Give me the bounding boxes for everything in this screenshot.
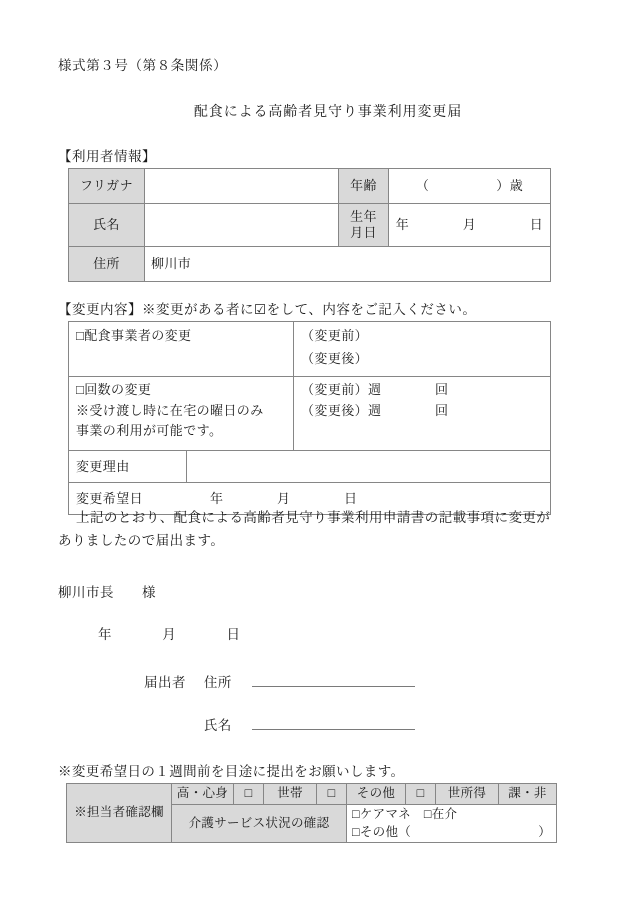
provider-before-label[interactable]: （変更前） [301, 328, 369, 343]
birthdate-label-line1: 生年 [350, 209, 377, 225]
age-label: 年齢 [339, 169, 389, 204]
staff-checkbox-household[interactable]: □ [317, 784, 347, 805]
name-input[interactable] [145, 204, 339, 247]
birthdate-label-line2: 月日 [350, 225, 377, 240]
user-info-table [68, 168, 551, 282]
frequency-change-label[interactable] [69, 377, 294, 451]
submission-date-line[interactable] [98, 623, 240, 643]
desired-change-date-field[interactable]: 変更希望日 年 月 日 [69, 483, 551, 515]
provider-change-checkbox-label[interactable]: □配食事業者の変更 [69, 322, 294, 377]
change-reason-label: 変更理由 [69, 451, 187, 483]
care-service-check-label: 介護サービス状況の確認 [172, 804, 347, 843]
staff-cell-household: 世帯 [264, 784, 317, 805]
submission-note: ※変更希望日の１週間前を目途に提出をお願いします。 [58, 764, 405, 779]
table-row [69, 377, 551, 451]
statement-paragraph: 上記のとおり、配食による高齢者見守り事業利用申請書の記載事項に変更がありましたので届出ます。 [58, 510, 551, 549]
submitter-address-label: 住所 [203, 675, 232, 690]
submitter-label: 届出者 [144, 675, 186, 690]
care-service-option-paren-close: ） [538, 824, 551, 839]
name-label: 氏名 [69, 204, 145, 247]
change-content-table [68, 321, 551, 515]
table-row [69, 322, 551, 377]
addressee: 柳川市長 様 [58, 585, 156, 600]
table-row [69, 451, 551, 483]
submission-day-label: 日 [226, 627, 240, 642]
frequency-change-detail [294, 377, 551, 451]
frequency-note-line1: ※受け渡し時に在宅の曜日のみ [76, 402, 264, 418]
frequency-before-field[interactable]: （変更前）週 回 [301, 382, 449, 397]
birthdate-label [339, 204, 389, 247]
furigana-input[interactable] [145, 169, 339, 204]
frequency-change-checkbox-label[interactable]: □回数の変更 [76, 382, 152, 397]
change-reason-input[interactable] [187, 451, 551, 483]
submitter-name-label: 氏名 [203, 718, 232, 733]
table-row [69, 169, 551, 204]
provider-after-label[interactable]: （変更後） [301, 350, 369, 366]
staff-cell-other: その他 [347, 784, 406, 805]
submitter-name-input[interactable] [252, 716, 415, 730]
staff-check-table [66, 783, 557, 843]
submission-year-label: 年 [98, 627, 112, 642]
submitter-name-row [144, 714, 415, 734]
age-input[interactable]: （ ）歳 [389, 169, 551, 204]
form-number: 様式第３号（第８条関係） [58, 58, 228, 73]
care-service-options[interactable] [347, 804, 557, 843]
staff-cell-physical: 高・心身 [172, 784, 234, 805]
submitter-address-input[interactable] [252, 673, 415, 687]
staff-checkbox-other[interactable]: □ [406, 784, 436, 805]
care-service-option-line1[interactable]: □ケアマネ □在介 [352, 806, 458, 821]
frequency-after-field[interactable]: （変更後）週 回 [301, 402, 449, 418]
staff-cell-taxable: 課・非 [499, 784, 557, 805]
table-row [67, 784, 557, 805]
change-content-heading: 【変更内容】※変更がある者に☑をして、内容をご記入ください。 [58, 302, 477, 317]
table-row [69, 204, 551, 247]
address-input[interactable]: 柳川市 [145, 247, 551, 282]
furigana-label: フリガナ [69, 169, 145, 204]
staff-cell-household-income: 世所得 [436, 784, 499, 805]
provider-change-detail [294, 322, 551, 377]
birthdate-input[interactable]: 年 月 日 [389, 204, 551, 247]
user-info-heading: 【利用者情報】 [58, 149, 156, 164]
staff-checkbox-physical[interactable]: □ [234, 784, 264, 805]
care-service-option-other-label[interactable]: □その他（ [352, 824, 412, 839]
submitter-address-row [144, 671, 415, 691]
submission-month-label: 月 [162, 627, 176, 642]
address-label: 住所 [69, 247, 145, 282]
staff-check-label: ※担当者確認欄 [67, 784, 172, 843]
table-row [69, 247, 551, 282]
care-service-option-line2[interactable] [352, 824, 551, 842]
document-title: 配食による高齢者見守り事業利用変更届 [193, 105, 463, 120]
frequency-note-line2: 事業の利用が可能です。 [76, 423, 223, 439]
